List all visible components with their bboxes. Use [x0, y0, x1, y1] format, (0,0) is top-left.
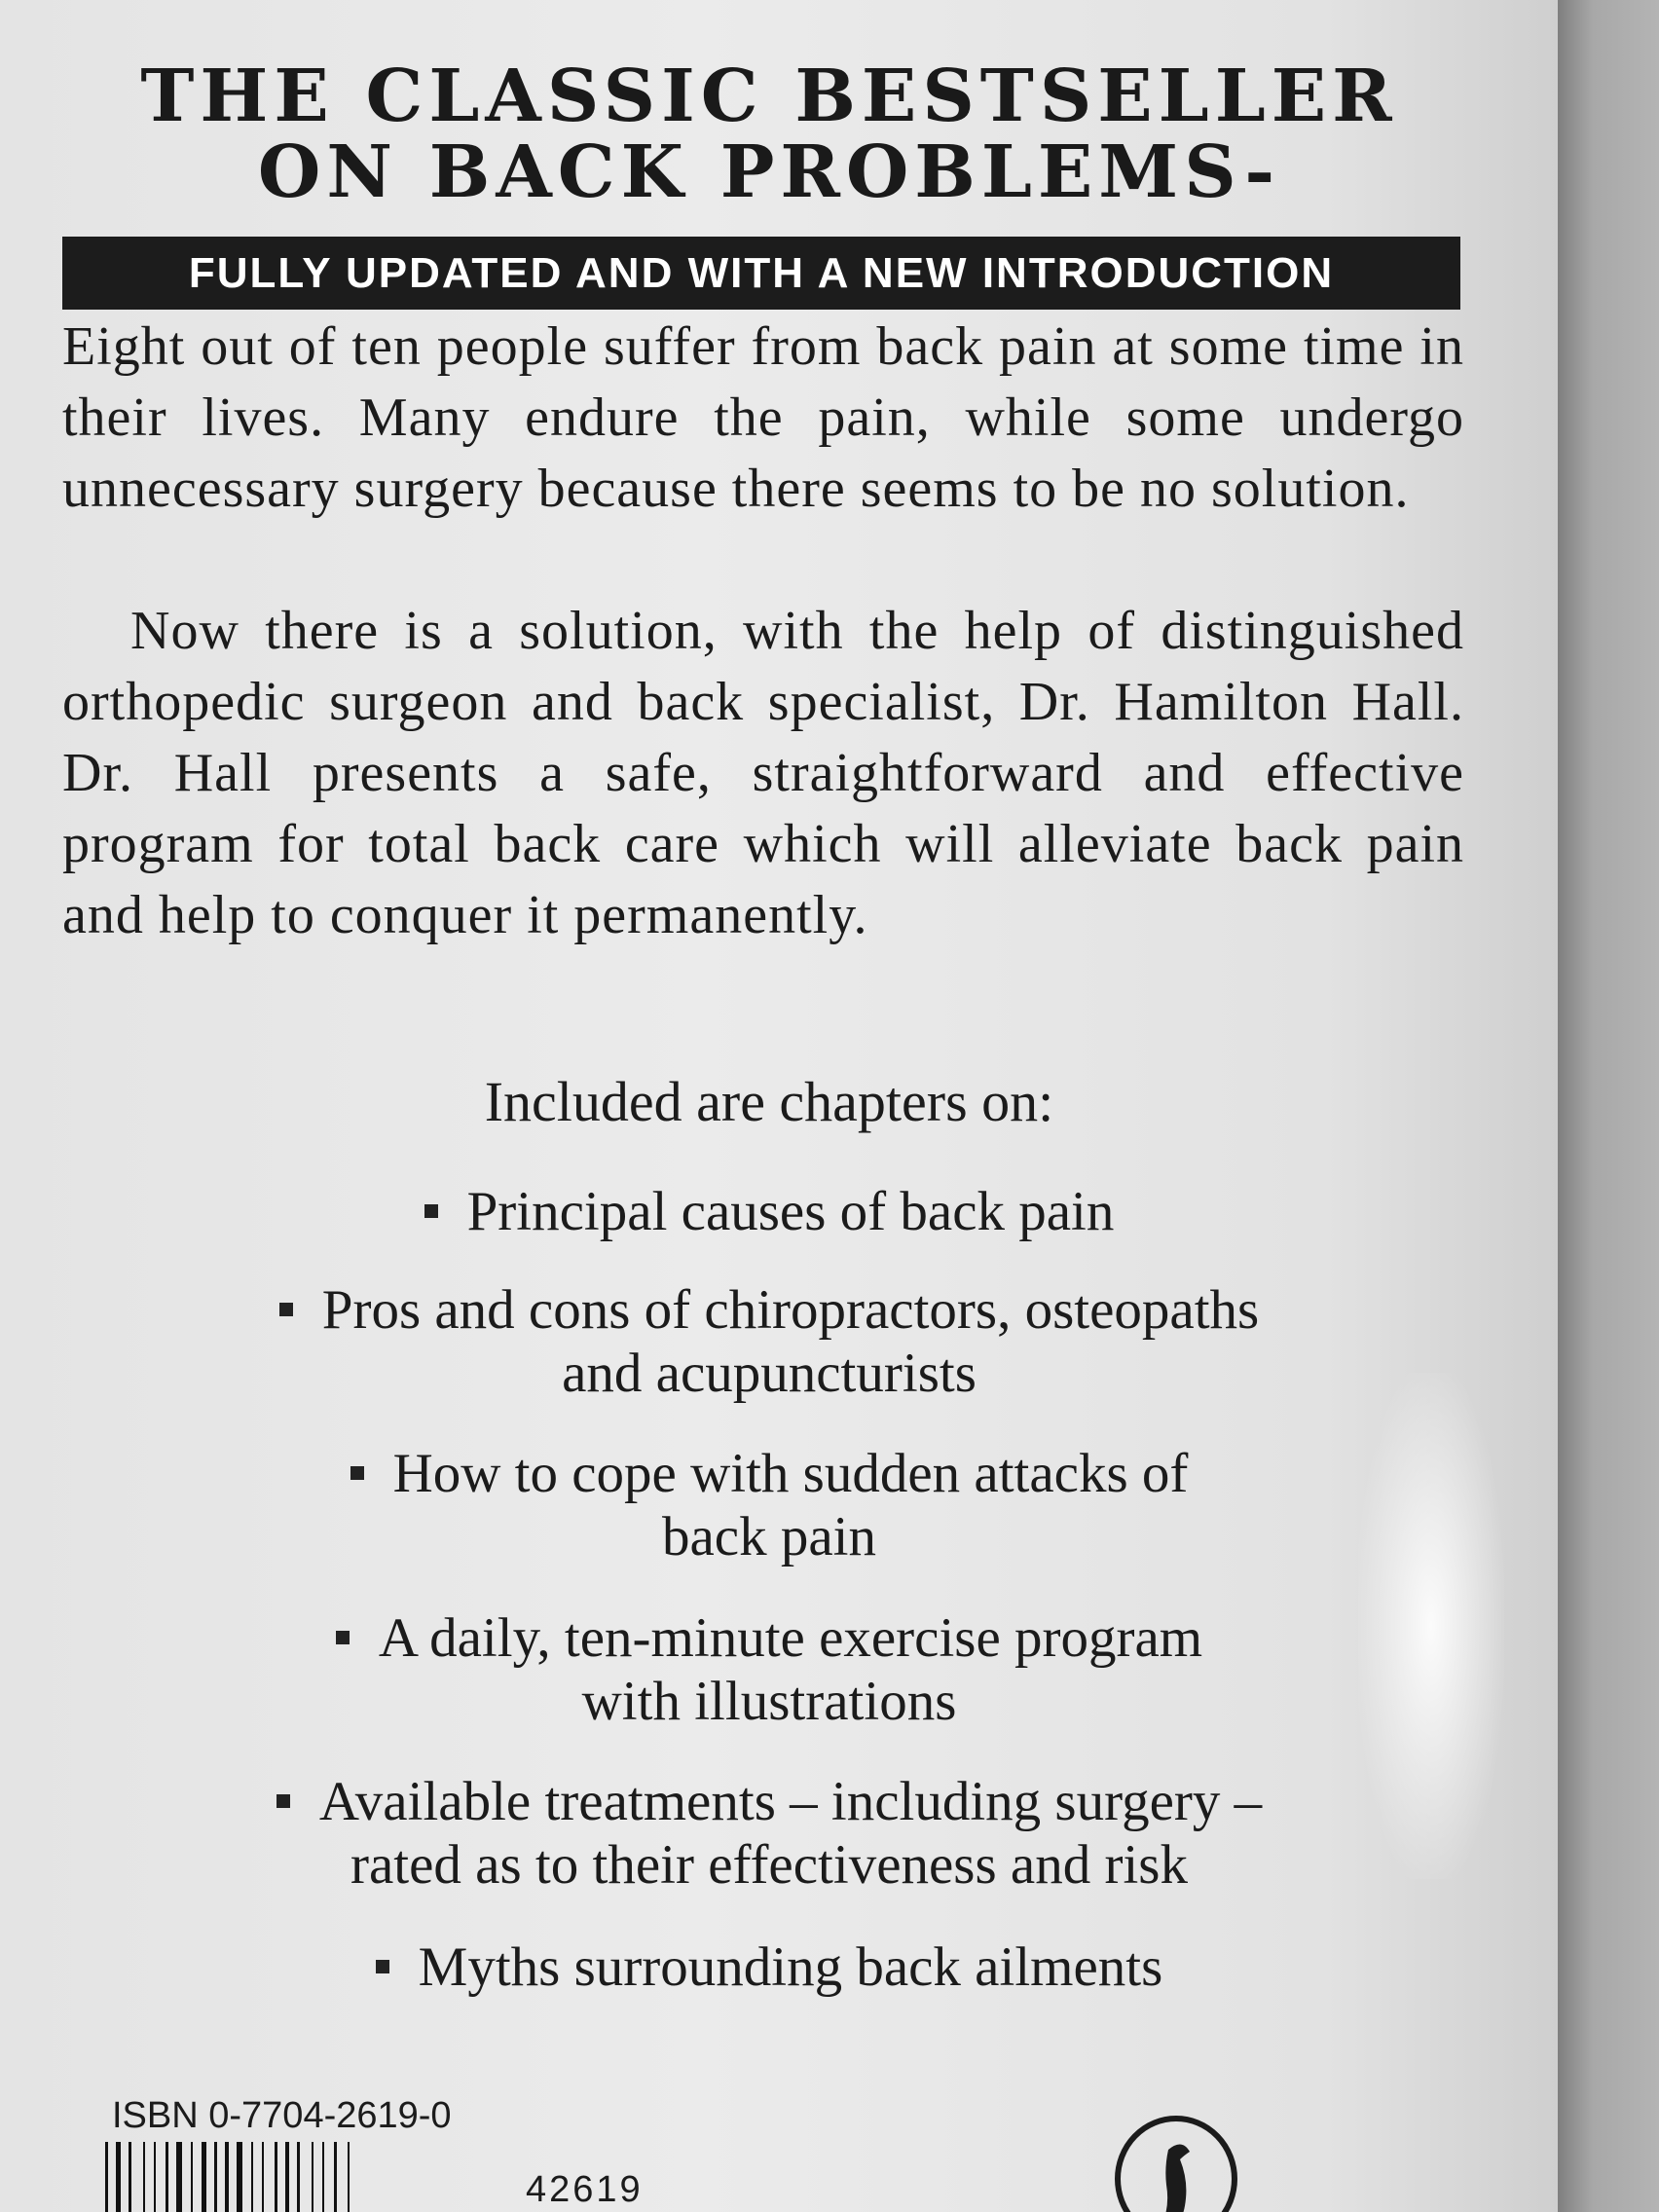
barcode-bar	[214, 2142, 217, 2212]
barcode-bar	[202, 2142, 206, 2212]
chapter-item	[78, 1770, 1460, 1897]
barcode-bar	[285, 2142, 289, 2212]
barcode-bar	[322, 2142, 324, 2212]
chapter-item	[78, 1606, 1460, 1733]
barcode-bar	[262, 2142, 264, 2212]
barcode-bar	[275, 2142, 277, 2212]
chapter-item	[78, 1180, 1460, 1243]
solution-paragraph: Now there is a solution, with the help of distinguished orthopedic surgeon and back specialist, Dr. Hamilton Hall. Dr. Hall presents a safe, straightforward and effective program for total back care which will alleviate back pain and help to conquer it permanently.	[62, 601, 1464, 945]
barcode-bar	[225, 2142, 229, 2212]
barcode-bar	[176, 2142, 182, 2212]
background-surface	[1558, 0, 1659, 2212]
square-bullet-icon	[336, 1631, 350, 1644]
square-bullet-icon	[350, 1466, 364, 1480]
chapter-line-1: Principal causes of back pain	[466, 1181, 1115, 1242]
barcode-bar	[191, 2142, 193, 2212]
isbn-label: ISBN 0-7704-2619-0	[112, 2095, 452, 2136]
chapter-line-1: How to cope with sudden attacks of	[392, 1443, 1189, 1504]
chapter-line-2: and acupuncturists	[562, 1343, 977, 1404]
barcode-bar	[143, 2142, 145, 2212]
headline-line-1: THE CLASSIC BESTSELLER	[140, 55, 1398, 138]
barcode-bar	[129, 2142, 131, 2212]
chapter-line-1: Pros and cons of chiropractors, osteopaths	[321, 1279, 1260, 1341]
chapter-item	[78, 1278, 1460, 1405]
barcode-bar	[251, 2142, 253, 2212]
penguin-logo-icon	[1108, 2111, 1244, 2212]
barcode-bar	[116, 2142, 121, 2212]
chapter-line-2: back pain	[662, 1506, 876, 1567]
barcode-icon	[105, 2142, 485, 2212]
chapter-line-1: Myths surrounding back ailments	[418, 1936, 1163, 1998]
barcode-bar	[312, 2142, 313, 2212]
chapter-line-1: Available treatments – including surgery –	[318, 1771, 1263, 1832]
square-bullet-icon	[276, 1794, 290, 1808]
square-bullet-icon	[279, 1303, 293, 1316]
barcode-bar	[105, 2142, 108, 2212]
barcode-bar	[166, 2142, 168, 2212]
chapters-heading: Included are chapters on:	[484, 1070, 1054, 1133]
chapter-item	[78, 1936, 1460, 1999]
square-bullet-icon	[424, 1204, 438, 1218]
intro-paragraph: Eight out of ten people suffer from back pain at some time in their lives. Many endure the pain, while some undergo unnecessary surgery because there seems to be no solution.	[62, 316, 1464, 519]
barcode-bar	[334, 2142, 337, 2212]
chapter-line-2: with illustrations	[581, 1671, 957, 1732]
chapter-item	[78, 1442, 1460, 1568]
updated-banner: FULLY UPDATED AND WITH A NEW INTRODUCTION	[62, 237, 1460, 310]
barcode-bar	[348, 2142, 350, 2212]
headline-line-2: ON BACK PROBLEMS-	[257, 130, 1281, 214]
barcode-bar	[237, 2142, 242, 2212]
barcode-number: 42619	[526, 2169, 644, 2210]
barcode-bar	[154, 2142, 156, 2212]
chapter-line-1: A daily, ten-minute exercise program	[378, 1607, 1203, 1669]
barcode-bar	[297, 2142, 300, 2212]
chapter-line-2: rated as to their effectiveness and risk	[350, 1834, 1188, 1896]
square-bullet-icon	[376, 1960, 389, 1973]
